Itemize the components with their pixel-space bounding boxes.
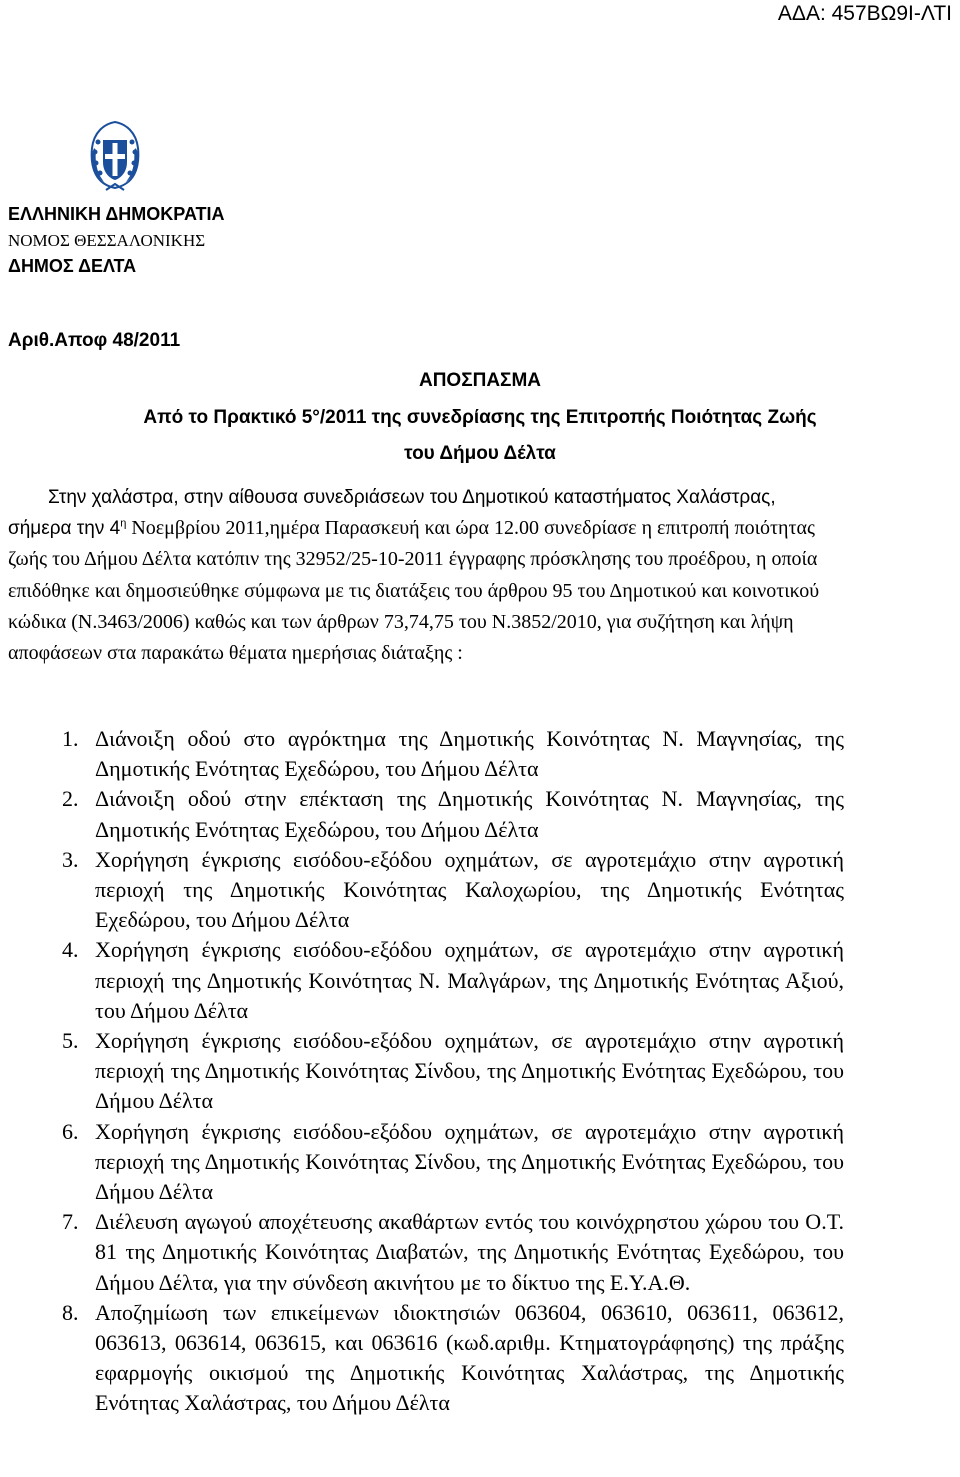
agenda-item-text: Διάνοιξη οδού στο αγρόκτημα της Δημοτικής Κοινότητας Ν. Μαγνησίας, της Δημοτικής Ενότητας Εχεδώρου, του Δήμου Δέλτα [95,726,844,782]
agenda-item [8,1207,844,1298]
agenda-item-number: 2. [62,786,79,812]
document-subtitle-line1: Από το Πρακτικό 5°/2011 της συνεδρίασης της Επιτροπής Ποιότητας Ζωής [143,407,817,428]
ada-code: ΑΔΑ: 457ΒΩ9Ι-ΛΤΙ [777,2,952,25]
agenda-item [8,1117,844,1208]
agenda-item-text: Χορήγηση έγκρισης εισόδου-εξόδου οχημάτων, σε αγροτεμάχιο στην αγροτική περιοχή της Δημοτικής Κοινότητας Καλοχωρίου, της Δημοτικής Ενότητας Εχεδώρου, του Δήμου Δέλτα [95,846,844,933]
agenda-item-number: 6. [62,1118,79,1144]
agenda-item [8,1026,844,1117]
agenda-item [8,1298,844,1419]
document-title: ΑΠΟΣΠΑΣΜΑ [418,370,541,391]
agenda-item [8,784,844,844]
agenda-item-number: 5. [62,1028,79,1054]
header-municipality: ΔΗΜΟΣ ΔΕΛΤΑ [8,256,137,276]
document-subtitle-line2: του Δήμου Δέλτα [404,443,556,464]
intro-text-part2: Νοεμβρίου 2011,ημέρα Παρασκευή και ώρα 12.00 συνεδρίασε η επιτροπή ποιότητας ζωής του Δήμου Δέλτα κατόπιν της 32952/25-10-2011 έγγραφης πρόσκλησης του προέδρου, η οποία επιδόθηκε και δημοσιεύθηκε σύμφωνα με τις διατάξεις του άρθρου 95 του Δημοτικού και κοινοτικού κώδικα (Ν.3463/2006) καθώς και των άρθρων 73,74,75 του Ν.3852/2010, για συζήτηση και λήψη αποφάσεων στα παρακάτω θέματα ημερήσιας διάταξης : [8,517,820,665]
header-republic: ΕΛΛΗΝΙΚΗ ΔΗΜΟΚΡΑΤΙΑ [8,204,225,224]
greek-coat-of-arms-icon [86,118,144,194]
agenda-item [8,845,844,936]
agenda-item-text: Διάνοιξη οδού στην επέκταση της Δημοτικής Κοινότητας Ν. Μαγνησίας, της Δημοτικής Ενότητας Εχεδώρου, του Δήμου Δέλτα [95,786,844,842]
agenda-list [8,724,844,1419]
agenda-item-text: Αποζημίωση των επικείμενων ιδιοκτησιών 063604, 063610, 063611, 063612, 063613, 063614, 063615, και 063616 (κωδ.αριθμ. Κτηματογράφησης) της πράξης εφαρμογής οικισμού της Δημοτικής Κοινότητας Χαλάστρας, της Δημοτικής Ενότητας Χαλάστρας, του Δήμου Δέλτα [95,1299,844,1416]
agenda-item-number: 3. [62,846,79,872]
agenda-item-text: Χορήγηση έγκρισης εισόδου-εξόδου οχημάτων, σε αγροτεμάχιο στην αγροτική περιοχή της Δημοτικής Κοινότητας Σίνδου, της Δημοτικής Ενότητας Εχεδώρου, του Δήμου Δέλτα [95,1028,844,1114]
agenda-item-text: Χορήγηση έγκρισης εισόδου-εξόδου οχημάτων, σε αγροτεμάχιο στην αγροτική περιοχή της Δημοτικής Κοινότητας Σίνδου, της Δημοτικής Ενότητας Εχεδώρου, του Δήμου Δέλτα [95,1118,844,1205]
intro-paragraph [8,483,828,669]
header-prefecture: ΝΟΜΟΣ ΘΕΣΣΑΛΟΝΙΚΗΣ [8,231,206,250]
agenda-item-number: 4. [62,937,79,963]
agenda-item-text: Διέλευση αγωγού αποχέτευσης ακαθάρτων εντός του κοινόχρηστου χώρου του Ο.Τ. 81 της Δημοτικής Κοινότητας Διαβατών, της Δημοτικής Ενότητας Εχεδώρου, του Δήμου Δέλτα, για την σύνδεση ακινήτου με το δίκτυο της Ε.Υ.Α.Θ. [95,1209,844,1295]
agenda-item-text: Χορήγηση έγκρισης εισόδου-εξόδου οχημάτων, σε αγροτεμάχιο στην αγροτική περιοχή της Δημοτικής Κοινότητας Ν. Μαλγάρων, της Δημοτικής Ενότητας Αξιού, του Δήμου Δέλτα [95,937,844,1023]
agenda-item [8,935,844,1026]
agenda-item-number: 1. [62,726,79,751]
intro-superscript: η [120,517,127,530]
agenda-item-number: 7. [62,1209,79,1235]
intro-text-part1: Στην χαλάστρα, στην αίθουσα συνεδριάσεων του Δημοτικού καταστήματος Χαλάστρας, σήμερα την 4 [8,487,776,540]
agenda-item [8,724,844,784]
agenda-item-number: 8. [62,1299,79,1325]
decision-reference: Αριθ.Αποφ 48/2011 [8,330,181,351]
